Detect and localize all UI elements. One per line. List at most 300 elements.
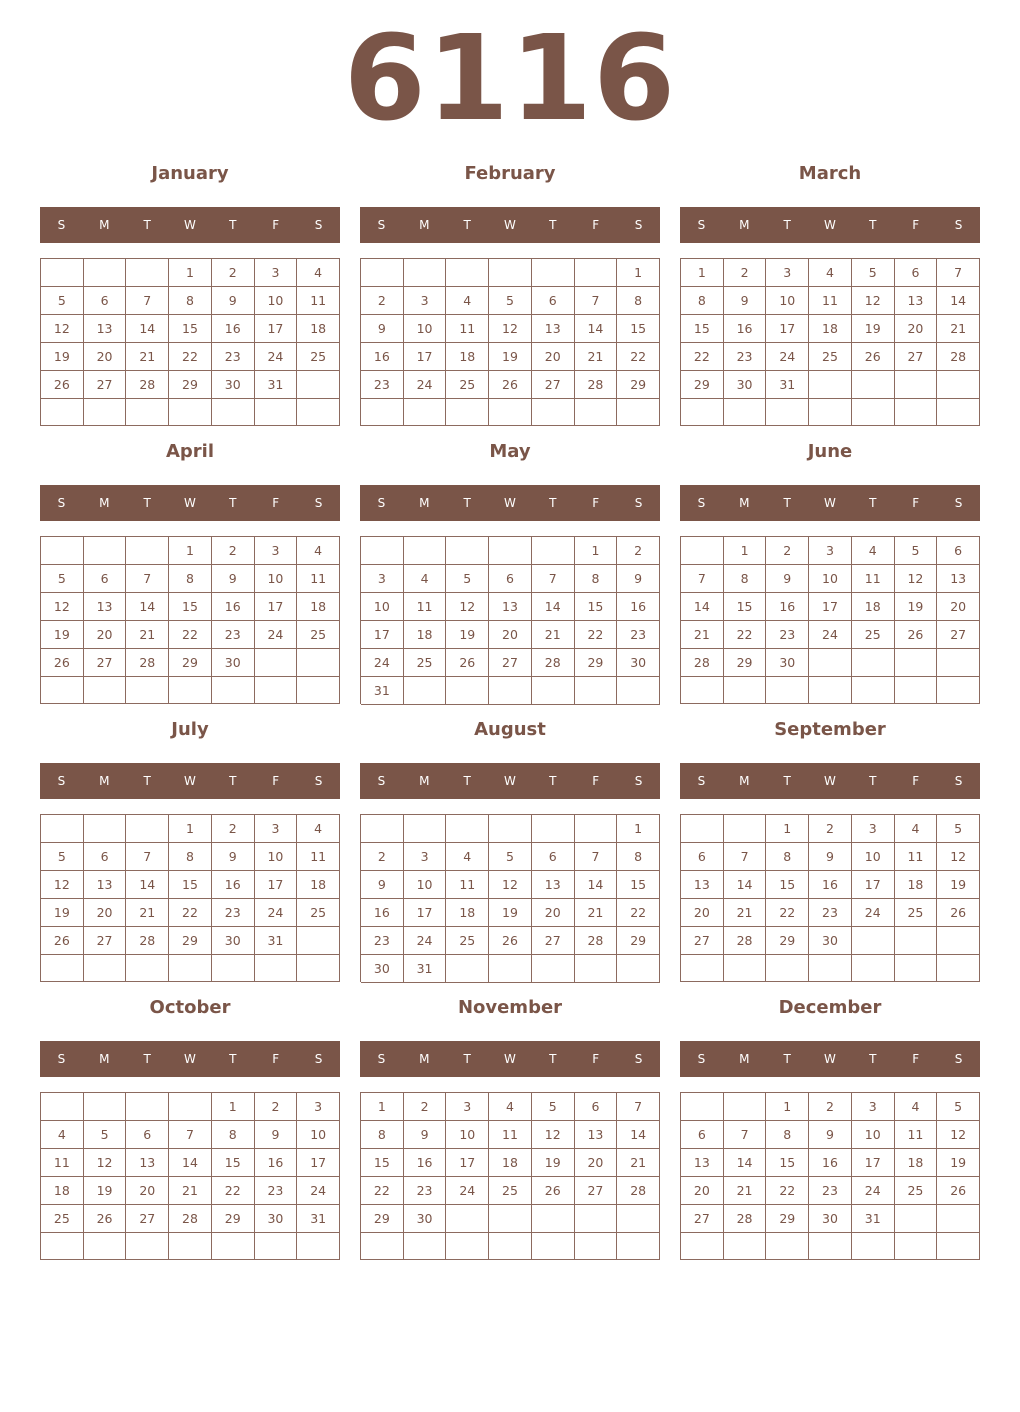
month-february xyxy=(360,158,660,436)
weekday-label: T xyxy=(143,496,151,510)
weekday-label: M xyxy=(419,218,430,232)
day-cell: 30 xyxy=(255,1205,298,1233)
day-cell: 3 xyxy=(766,259,809,287)
empty-day-cell xyxy=(41,259,84,287)
day-cell: 13 xyxy=(84,315,127,343)
day-cell: 26 xyxy=(852,343,895,371)
weekday-label: T xyxy=(229,1052,237,1066)
day-cell: 28 xyxy=(724,927,767,955)
month-name: May xyxy=(489,441,531,462)
year-title: 6116 xyxy=(343,9,677,147)
empty-day-cell xyxy=(724,1233,767,1260)
day-cell: 11 xyxy=(489,1121,532,1149)
empty-day-cell xyxy=(724,677,767,704)
empty-day-cell xyxy=(766,1233,809,1260)
weekday-label: S xyxy=(314,1052,323,1066)
day-cell: 20 xyxy=(937,593,980,621)
weekday-label: M xyxy=(419,496,430,510)
day-cell: 7 xyxy=(681,565,724,593)
empty-day-cell xyxy=(532,537,575,565)
day-cell: 2 xyxy=(766,537,809,565)
day-cell: 18 xyxy=(489,1149,532,1177)
day-cell: 9 xyxy=(766,565,809,593)
day-cell: 2 xyxy=(617,537,660,565)
day-cell: 30 xyxy=(724,371,767,399)
day-cell: 10 xyxy=(852,1121,895,1149)
empty-day-cell xyxy=(489,815,532,843)
day-cell: 9 xyxy=(809,1121,852,1149)
day-cell: 18 xyxy=(809,315,852,343)
empty-day-cell xyxy=(297,399,340,426)
day-cell: 19 xyxy=(489,343,532,371)
empty-day-cell xyxy=(41,677,84,704)
day-cell: 13 xyxy=(937,565,980,593)
empty-day-cell xyxy=(852,399,895,426)
month-august xyxy=(360,714,660,992)
empty-day-cell xyxy=(895,371,938,399)
month-november xyxy=(360,992,660,1270)
empty-day-cell xyxy=(852,1233,895,1260)
day-cell: 17 xyxy=(809,593,852,621)
day-cell: 20 xyxy=(681,1177,724,1205)
weekday-label: T xyxy=(229,774,237,788)
day-cell: 20 xyxy=(895,315,938,343)
empty-day-cell xyxy=(361,1233,404,1260)
weekday-label: T xyxy=(869,218,877,232)
day-cell: 5 xyxy=(489,287,532,315)
empty-day-cell xyxy=(404,537,447,565)
day-cell: 6 xyxy=(681,1121,724,1149)
day-cell: 24 xyxy=(404,927,447,955)
day-cell: 14 xyxy=(724,871,767,899)
day-cell: 8 xyxy=(617,843,660,871)
day-cell: 21 xyxy=(126,343,169,371)
day-cell: 28 xyxy=(575,371,618,399)
weekday-label: S xyxy=(697,218,706,232)
day-cell: 25 xyxy=(297,621,340,649)
day-cell: 24 xyxy=(766,343,809,371)
day-cell: 22 xyxy=(361,1177,404,1205)
weekday-label: T xyxy=(143,218,151,232)
day-cell: 4 xyxy=(895,1093,938,1121)
day-cell: 8 xyxy=(361,1121,404,1149)
day-cell: 26 xyxy=(937,899,980,927)
empty-day-cell xyxy=(126,677,169,704)
day-cell: 13 xyxy=(532,871,575,899)
day-cell: 6 xyxy=(532,843,575,871)
weekday-label: S xyxy=(634,1052,643,1066)
month-name: December xyxy=(778,997,882,1018)
empty-day-cell xyxy=(895,1233,938,1260)
day-cell: 12 xyxy=(489,871,532,899)
day-cell: 15 xyxy=(169,315,212,343)
day-cell: 11 xyxy=(297,565,340,593)
weekday-label: S xyxy=(954,1052,963,1066)
day-grid xyxy=(360,536,660,704)
day-cell: 9 xyxy=(361,315,404,343)
month-june xyxy=(680,436,980,714)
day-cell: 5 xyxy=(84,1121,127,1149)
day-cell: 4 xyxy=(895,815,938,843)
day-cell: 1 xyxy=(169,537,212,565)
empty-day-cell xyxy=(895,1205,938,1233)
weekday-label: T xyxy=(549,1052,557,1066)
weekday-label: M xyxy=(99,496,110,510)
empty-day-cell xyxy=(532,815,575,843)
day-cell: 15 xyxy=(169,593,212,621)
empty-day-cell xyxy=(809,1233,852,1260)
day-cell: 15 xyxy=(361,1149,404,1177)
day-grid xyxy=(360,258,660,426)
empty-day-cell xyxy=(446,259,489,287)
weekday-header xyxy=(360,763,660,799)
day-cell: 24 xyxy=(361,649,404,677)
day-cell: 11 xyxy=(446,871,489,899)
empty-day-cell xyxy=(84,1093,127,1121)
empty-day-cell xyxy=(126,1093,169,1121)
empty-day-cell xyxy=(126,815,169,843)
month-name: February xyxy=(464,163,556,184)
empty-day-cell xyxy=(724,399,767,426)
month-name: September xyxy=(774,719,886,740)
weekday-label: S xyxy=(377,218,386,232)
day-cell: 28 xyxy=(126,649,169,677)
day-cell: 28 xyxy=(532,649,575,677)
day-cell: 1 xyxy=(766,815,809,843)
empty-day-cell xyxy=(489,677,532,705)
day-cell: 18 xyxy=(446,343,489,371)
day-cell: 13 xyxy=(489,593,532,621)
day-cell: 14 xyxy=(724,1149,767,1177)
day-cell: 14 xyxy=(937,287,980,315)
weekday-label: T xyxy=(869,1052,877,1066)
day-cell: 26 xyxy=(532,1177,575,1205)
weekday-label: T xyxy=(783,218,791,232)
day-cell: 21 xyxy=(532,621,575,649)
day-cell: 26 xyxy=(41,927,84,955)
day-cell: 10 xyxy=(255,843,298,871)
empty-day-cell xyxy=(84,537,127,565)
day-cell: 27 xyxy=(937,621,980,649)
empty-day-cell xyxy=(852,371,895,399)
day-cell: 26 xyxy=(937,1177,980,1205)
day-cell: 29 xyxy=(617,371,660,399)
day-cell: 2 xyxy=(809,1093,852,1121)
day-grid xyxy=(40,536,340,704)
weekday-header xyxy=(40,207,340,243)
day-cell: 27 xyxy=(895,343,938,371)
day-cell: 29 xyxy=(575,649,618,677)
empty-day-cell xyxy=(84,399,127,426)
day-cell: 12 xyxy=(852,287,895,315)
empty-day-cell xyxy=(766,399,809,426)
empty-day-cell xyxy=(297,1233,340,1260)
day-cell: 16 xyxy=(617,593,660,621)
day-cell: 24 xyxy=(852,1177,895,1205)
day-cell: 20 xyxy=(489,621,532,649)
day-cell: 10 xyxy=(255,565,298,593)
day-cell: 4 xyxy=(41,1121,84,1149)
day-cell: 1 xyxy=(212,1093,255,1121)
day-cell: 12 xyxy=(489,315,532,343)
day-cell: 13 xyxy=(895,287,938,315)
day-cell: 22 xyxy=(766,1177,809,1205)
day-cell: 20 xyxy=(126,1177,169,1205)
empty-day-cell xyxy=(41,537,84,565)
weekday-label: T xyxy=(143,774,151,788)
weekday-label: M xyxy=(99,218,110,232)
empty-day-cell xyxy=(766,955,809,982)
empty-day-cell xyxy=(169,1233,212,1260)
day-cell: 20 xyxy=(84,899,127,927)
empty-day-cell xyxy=(255,677,298,704)
empty-day-cell xyxy=(575,259,618,287)
day-cell: 16 xyxy=(255,1149,298,1177)
day-cell: 26 xyxy=(41,371,84,399)
empty-day-cell xyxy=(84,815,127,843)
empty-day-cell xyxy=(681,815,724,843)
day-cell: 11 xyxy=(404,593,447,621)
day-cell: 21 xyxy=(724,899,767,927)
day-cell: 2 xyxy=(404,1093,447,1121)
day-cell: 19 xyxy=(532,1149,575,1177)
day-cell: 15 xyxy=(766,871,809,899)
day-cell: 17 xyxy=(852,1149,895,1177)
day-cell: 14 xyxy=(575,871,618,899)
day-cell: 13 xyxy=(681,871,724,899)
empty-day-cell xyxy=(297,927,340,955)
day-cell: 25 xyxy=(489,1177,532,1205)
empty-day-cell xyxy=(895,927,938,955)
empty-day-cell xyxy=(617,955,660,983)
day-cell: 23 xyxy=(724,343,767,371)
day-cell: 12 xyxy=(937,1121,980,1149)
day-cell: 18 xyxy=(895,1149,938,1177)
empty-day-cell xyxy=(126,399,169,426)
weekday-label: M xyxy=(739,496,750,510)
day-cell: 5 xyxy=(41,287,84,315)
day-cell: 23 xyxy=(212,343,255,371)
day-cell: 12 xyxy=(41,593,84,621)
day-cell: 28 xyxy=(681,649,724,677)
day-cell: 18 xyxy=(297,593,340,621)
day-cell: 7 xyxy=(575,287,618,315)
months-grid xyxy=(40,158,980,1270)
day-cell: 17 xyxy=(766,315,809,343)
day-cell: 29 xyxy=(766,1205,809,1233)
empty-day-cell xyxy=(446,399,489,426)
empty-day-cell xyxy=(895,677,938,704)
day-cell: 29 xyxy=(681,371,724,399)
day-cell: 24 xyxy=(809,621,852,649)
day-cell: 8 xyxy=(169,843,212,871)
weekday-label: F xyxy=(272,496,280,510)
empty-day-cell xyxy=(169,677,212,704)
day-cell: 11 xyxy=(809,287,852,315)
day-cell: 31 xyxy=(766,371,809,399)
day-cell: 22 xyxy=(766,899,809,927)
empty-day-cell xyxy=(169,1093,212,1121)
day-cell: 26 xyxy=(489,927,532,955)
empty-day-cell xyxy=(937,649,980,677)
day-cell: 17 xyxy=(255,315,298,343)
day-cell: 10 xyxy=(297,1121,340,1149)
weekday-label: T xyxy=(783,496,791,510)
day-cell: 8 xyxy=(212,1121,255,1149)
empty-day-cell xyxy=(361,537,404,565)
day-cell: 19 xyxy=(852,315,895,343)
day-cell: 23 xyxy=(255,1177,298,1205)
month-name: August xyxy=(474,719,546,740)
day-cell: 27 xyxy=(84,371,127,399)
day-cell: 9 xyxy=(809,843,852,871)
day-cell: 25 xyxy=(41,1205,84,1233)
day-cell: 31 xyxy=(404,955,447,983)
day-cell: 3 xyxy=(446,1093,489,1121)
day-cell: 3 xyxy=(361,565,404,593)
day-grid xyxy=(40,258,340,426)
empty-day-cell xyxy=(297,371,340,399)
empty-day-cell xyxy=(126,955,169,982)
empty-day-cell xyxy=(212,1233,255,1260)
day-cell: 2 xyxy=(212,537,255,565)
day-cell: 1 xyxy=(169,259,212,287)
day-cell: 25 xyxy=(297,343,340,371)
day-cell: 5 xyxy=(41,565,84,593)
weekday-label: F xyxy=(272,1052,280,1066)
day-cell: 21 xyxy=(937,315,980,343)
day-cell: 31 xyxy=(297,1205,340,1233)
day-cell: 19 xyxy=(84,1177,127,1205)
day-cell: 2 xyxy=(255,1093,298,1121)
weekday-label: S xyxy=(377,1052,386,1066)
day-cell: 16 xyxy=(361,343,404,371)
day-cell: 29 xyxy=(169,371,212,399)
weekday-label: T xyxy=(463,218,471,232)
day-cell: 3 xyxy=(255,537,298,565)
empty-day-cell xyxy=(766,677,809,704)
empty-day-cell xyxy=(446,1233,489,1260)
day-cell: 16 xyxy=(404,1149,447,1177)
month-name: July xyxy=(171,719,209,740)
day-cell: 9 xyxy=(724,287,767,315)
day-cell: 3 xyxy=(255,815,298,843)
weekday-label: F xyxy=(592,1052,600,1066)
empty-day-cell xyxy=(809,371,852,399)
day-cell: 8 xyxy=(766,1121,809,1149)
day-grid xyxy=(40,1092,340,1260)
day-cell: 7 xyxy=(724,1121,767,1149)
day-cell: 25 xyxy=(404,649,447,677)
day-cell: 12 xyxy=(84,1149,127,1177)
day-cell: 20 xyxy=(84,343,127,371)
day-cell: 8 xyxy=(766,843,809,871)
empty-day-cell xyxy=(532,259,575,287)
day-cell: 16 xyxy=(212,315,255,343)
day-cell: 14 xyxy=(532,593,575,621)
day-cell: 23 xyxy=(212,899,255,927)
day-cell: 20 xyxy=(532,899,575,927)
day-cell: 22 xyxy=(724,621,767,649)
day-cell: 2 xyxy=(724,259,767,287)
empty-day-cell xyxy=(446,815,489,843)
month-september xyxy=(680,714,980,992)
day-cell: 3 xyxy=(404,287,447,315)
empty-day-cell xyxy=(937,677,980,704)
weekday-label: T xyxy=(463,1052,471,1066)
day-cell: 15 xyxy=(212,1149,255,1177)
day-cell: 14 xyxy=(681,593,724,621)
weekday-header xyxy=(40,485,340,521)
month-march xyxy=(680,158,980,436)
weekday-label: T xyxy=(549,774,557,788)
day-cell: 15 xyxy=(724,593,767,621)
day-cell: 6 xyxy=(489,565,532,593)
day-cell: 24 xyxy=(255,343,298,371)
empty-day-cell xyxy=(212,399,255,426)
day-cell: 13 xyxy=(84,593,127,621)
month-name: January xyxy=(151,163,229,184)
empty-day-cell xyxy=(126,259,169,287)
empty-day-cell xyxy=(255,955,298,982)
day-cell: 10 xyxy=(255,287,298,315)
day-cell: 17 xyxy=(404,899,447,927)
empty-day-cell xyxy=(724,815,767,843)
month-name: October xyxy=(149,997,231,1018)
empty-day-cell xyxy=(895,649,938,677)
day-cell: 10 xyxy=(809,565,852,593)
weekday-label: M xyxy=(739,774,750,788)
weekday-label: W xyxy=(184,496,196,510)
empty-day-cell xyxy=(255,399,298,426)
weekday-header xyxy=(680,207,980,243)
day-cell: 15 xyxy=(766,1149,809,1177)
day-cell: 8 xyxy=(575,565,618,593)
day-cell: 22 xyxy=(575,621,618,649)
day-cell: 28 xyxy=(724,1205,767,1233)
day-cell: 4 xyxy=(446,843,489,871)
day-grid xyxy=(360,814,660,982)
day-cell: 19 xyxy=(41,621,84,649)
day-cell: 8 xyxy=(169,565,212,593)
day-grid xyxy=(680,258,980,426)
weekday-label: S xyxy=(697,1052,706,1066)
day-cell: 9 xyxy=(361,871,404,899)
day-cell: 14 xyxy=(126,593,169,621)
month-december xyxy=(680,992,980,1270)
weekday-label: M xyxy=(739,218,750,232)
day-cell: 4 xyxy=(297,537,340,565)
empty-day-cell xyxy=(937,399,980,426)
day-cell: 6 xyxy=(895,259,938,287)
day-cell: 25 xyxy=(852,621,895,649)
month-name: June xyxy=(807,441,853,462)
day-cell: 26 xyxy=(446,649,489,677)
day-cell: 4 xyxy=(852,537,895,565)
day-cell: 11 xyxy=(297,843,340,871)
empty-day-cell xyxy=(489,259,532,287)
empty-day-cell xyxy=(532,955,575,983)
day-cell: 12 xyxy=(895,565,938,593)
day-cell: 30 xyxy=(404,1205,447,1233)
day-cell: 9 xyxy=(617,565,660,593)
day-cell: 16 xyxy=(212,593,255,621)
day-cell: 27 xyxy=(84,927,127,955)
day-cell: 13 xyxy=(84,871,127,899)
weekday-label: W xyxy=(184,774,196,788)
day-cell: 16 xyxy=(212,871,255,899)
day-cell: 6 xyxy=(84,287,127,315)
